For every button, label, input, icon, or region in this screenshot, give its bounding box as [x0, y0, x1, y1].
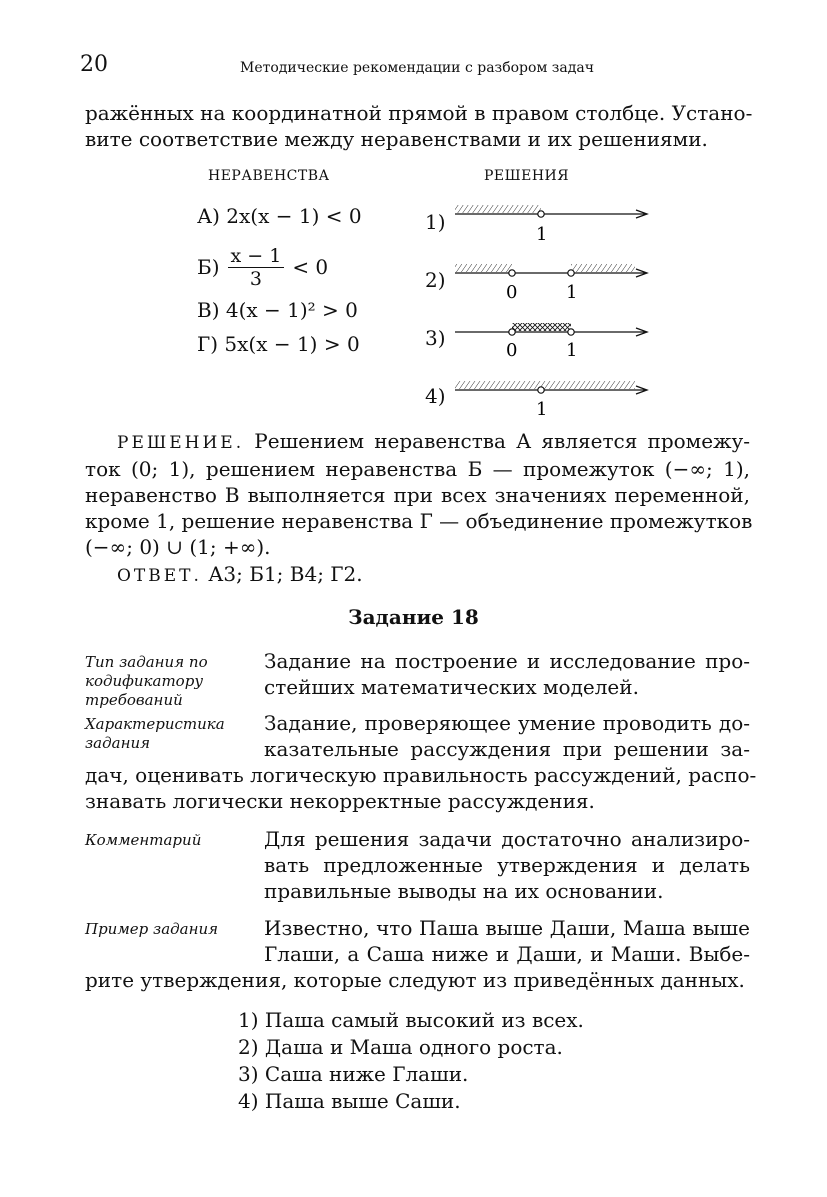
solutions-heading: РЕШЕНИЯ: [484, 168, 570, 184]
solution-line-1: РЕШЕНИЕ. Решением неравенства А является промежу-: [117, 429, 750, 453]
tick-label-1-1: 1: [536, 224, 548, 245]
task-characteristic-continued: дач, оценивать логическую правильность рассуждений, распо- знавать логически некорректные рассуждения.: [85, 763, 757, 813]
task-example-text: Известно, что Паша выше Даши, Маша выше Глаши, а Саша ниже и Даши, и Маши. Выбе-: [264, 916, 750, 966]
task-comment-label: Комментарий: [85, 831, 202, 849]
task-type-text: Задание на построение и исследование про- стейших математических моделей.: [264, 649, 750, 699]
inequality-b-suffix: < 0: [292, 255, 329, 279]
number-line-1: [455, 205, 647, 245]
inequality-b-prefix: Б): [197, 255, 220, 279]
option-4: 4) Паша выше Саши.: [238, 1089, 461, 1113]
solution-label-2: 2): [425, 268, 446, 292]
solution-line-5: (−∞; 0) ∪ (1; +∞).: [85, 535, 271, 559]
task-comment-text: Для решения задачи достаточно анализиро- вать предложенные утверждения и делать правильные выводы на их основании.: [264, 827, 750, 903]
running-title: Методические рекомендации с разбором задач: [240, 60, 594, 76]
solution-label-1: 1): [425, 210, 446, 234]
inequality-g: Г) 5x(x − 1) > 0: [197, 332, 360, 356]
task-characteristic-label: Характеристика задания: [85, 715, 225, 752]
fraction-denominator: 3: [249, 267, 262, 290]
inequalities-heading: НЕРАВЕНСТВА: [208, 168, 330, 184]
task-example-continued: рите утверждения, которые следуют из приведённых данных.: [85, 968, 745, 992]
task-characteristic-text: Задание, проверяющее умение проводить до- казательные рассуждения при решении за-: [264, 711, 750, 761]
solution-line-3: неравенство В выполняется при всех значениях переменной,: [85, 483, 750, 507]
answer-line: [117, 562, 363, 586]
answer-label: ОТВЕТ.: [117, 566, 202, 586]
inequality-a: А) 2x(x − 1) < 0: [197, 204, 362, 228]
solution-label-4: 4): [425, 384, 446, 408]
solution-line-4: кроме 1, решение неравенства Г — объединение промежутков: [85, 509, 753, 533]
intro-line-2: вите соответствие между неравенствами и их решениями.: [85, 127, 708, 151]
number-line-2: [455, 264, 647, 303]
number-line-4: [455, 381, 647, 420]
option-3: 3) Саша ниже Глаши.: [238, 1062, 469, 1086]
option-1: 1) Паша самый высокий из всех.: [238, 1008, 584, 1032]
solution-label: РЕШЕНИЕ.: [117, 433, 245, 453]
tick-label-3-0: 0: [506, 340, 518, 361]
inequality-b: [197, 242, 328, 292]
tick-label-4-1: 1: [536, 399, 548, 420]
intro-line-1: ражённых на координатной прямой в правом столбце. Устано-: [85, 101, 753, 125]
inequality-b-fraction: [228, 245, 285, 290]
task-example-label: Пример задания: [85, 920, 219, 938]
solution-label-3: 3): [425, 326, 446, 350]
intro-paragraph: [85, 100, 753, 152]
page-number: 20: [80, 52, 108, 77]
solution-line-2: ток (0; 1), решением неравенства Б — промежуток (−∞; 1),: [85, 457, 750, 481]
fraction-numerator: x − 1: [228, 245, 285, 268]
number-line-3: [455, 323, 647, 361]
solution-paragraph: [85, 428, 753, 560]
tick-label-2-0: 0: [506, 282, 518, 303]
tick-label-2-1: 1: [566, 282, 578, 303]
task-type-label: Тип задания по кодификатору требований: [85, 653, 208, 709]
option-2: 2) Даша и Маша одного роста.: [238, 1035, 563, 1059]
answer-value: А3; Б1; В4; Г2.: [208, 562, 363, 586]
task-title: Задание 18: [348, 605, 479, 629]
inequality-v: В) 4(x − 1)² > 0: [197, 298, 358, 322]
tick-label-3-1: 1: [566, 340, 578, 361]
number-lines-diagram: [440, 195, 660, 420]
